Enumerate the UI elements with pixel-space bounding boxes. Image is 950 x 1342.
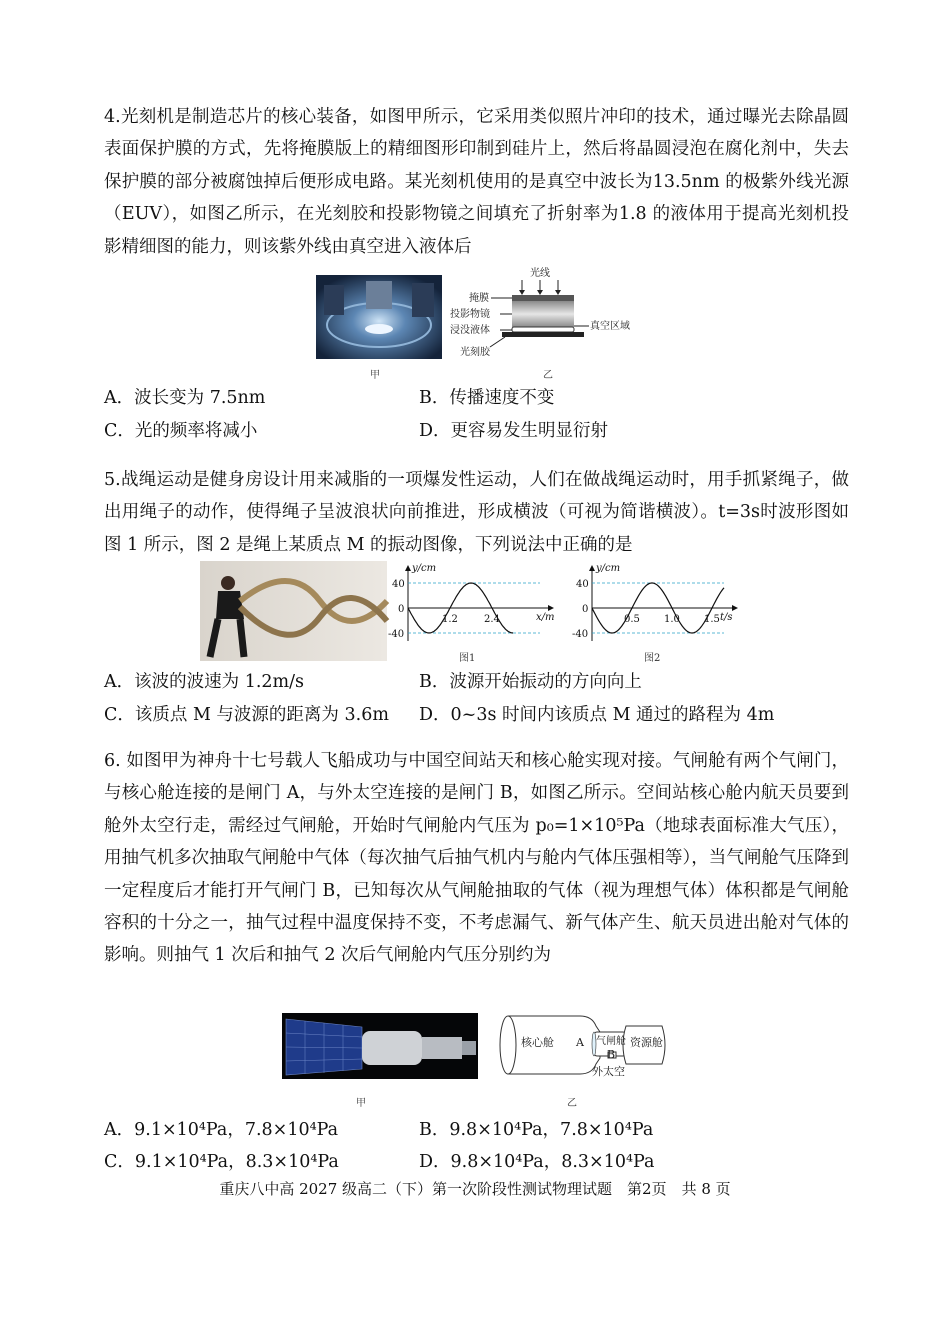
q4-option-b: B．传播速度不变 [419,388,555,408]
q5-battle-rope-photo [200,561,387,661]
fig2-y-label: y/cm [596,563,621,574]
fig1-x-arrow [548,605,554,611]
q5-option-a: A．该波的波速为 1.2m/s [104,672,305,692]
fig2-xtick-1: 1.0 [664,614,680,625]
fig2-xtick-0: 0.5 [624,614,640,625]
page-footer: 重庆八中高 2027 级高二（下）第一次阶段性测试物理试题 第2页 共 8 页 [219,1180,731,1198]
q6-airlock-diagram [496,1012,676,1080]
fig2-ytick-top: 40 [576,579,589,590]
q6-label-a: A [576,1036,584,1049]
q6-option-b: B．9.8×10⁴Pa，7.8×10⁴Pa [419,1120,654,1140]
q6-figure-b-caption: 乙 [567,1098,577,1109]
q6-option-a: A．9.1×10⁴Pa，7.8×10⁴Pa [104,1120,339,1140]
fig2-x-label: t/s [720,612,733,623]
q5-figure2-chart [570,560,760,660]
q5-option-d: D．0~3s 时间内该质点 M 通过的路程为 4m [419,705,775,725]
fig1-x-label: x/m [536,612,555,623]
fig2-ytick-bottom: -40 [572,629,589,640]
fig2-y-arrow [589,565,595,571]
q4-label-liquid: 浸没液体 [450,325,490,336]
q4-label-mask: 掩膜 [469,293,489,304]
fig2-xtick-2: 1.5 [704,614,720,625]
q6-option-d: D．9.8×10⁴Pa，8.3×10⁴Pa [419,1152,655,1172]
fig2-x-arrow [732,605,738,611]
q5-figure2-caption: 图2 [644,653,661,664]
q5-figure1-chart [390,560,560,660]
q4-label-vacuum: 真空区域 [590,321,630,332]
fig1-y-arrow [405,565,411,571]
q5-option-b: B．波源开始振动的方向向上 [419,672,642,692]
fig2-ytick-zero: 0 [582,604,589,615]
q5-stem: 5.战绳运动是健身房设计用来减脂的一项爆发性运动，人们在做战绳运动时，用手抓紧绳子，做出用绳子的动作，使得绳子呈波浪状向前推进，形成横波（可视为简谐横波）。t=3s时波形图如图 1 所示，图 2 是绳上某质点 M 的振动图像，下列说法中正确的是 [104,470,849,555]
fig1-ytick-zero: 0 [398,604,405,615]
q4-label-resist: 光刻胶 [460,347,490,358]
q5-option-c: C．该质点 M 与波源的距离为 3.6m [104,705,389,725]
q6-label-airlock: 气闸舱 [596,1036,626,1047]
q6-figure-a-caption: 甲 [356,1098,366,1109]
q6-label-b: B [607,1048,616,1061]
q4-option-c: C．光的频率将减小 [104,421,258,441]
q6-option-c: C．9.1×10⁴Pa，8.3×10⁴Pa [104,1152,339,1172]
q6-stem: 6. 如图甲为神舟十七号载人飞船成功与中国空间站天和核心舱实现对接。气闸舱有两个气闸门，与核心舱连接的是闸门 A，与外太空连接的是闸门 B，如图乙所示。空间站核心舱内航天员要到舱外太空行走，需经过气闸舱，开始时气闸舱内气压为 p₀=1×10⁵Pa（地球表面标准大气压），用抽气机多次抽取气闸舱中气体（每次抽气后抽气机内与舱内气体压强相等），当气闸舱气压降到一定程度后才能打开气闸门 B，已知每次从气闸舱抽取的气体（视为理想气体）体积都是气闸舱容积的十分之一，抽气过程中温度保持不变，不考虑漏气、新气体产生、航天员进出舱对气体的影响。则抽气 1 次后和抽气 2 次后气闸舱内气压分别约为 [104,751,849,966]
q4-label-light: 光线 [530,268,550,279]
q4-figure-a-caption: 甲 [370,370,380,381]
q4-label-lens: 投影物镜 [450,309,490,320]
q4-figure-b-diagram [450,265,650,365]
fig1-ytick-bottom: -40 [388,629,405,640]
fig1-xtick-0: 1.2 [442,614,458,625]
q6-label-core: 核心舱 [521,1036,554,1049]
q4-option-d: D．更容易发生明显衍射 [419,421,609,441]
q6-spacecraft-photo [282,1013,478,1079]
q6-label-space: 外太空 [592,1065,625,1078]
q5-figure1-caption: 图1 [459,653,476,664]
q4-stem: 4.光刻机是制造芯片的核心装备，如图甲所示，它采用类似照片冲印的技术，通过曝光去除晶圆表面保护膜的方式，先将掩膜版上的精细图形印制到硅片上，然后将晶圆浸泡在腐化剂中，失去保护膜的部分被腐蚀掉后便形成电路。某光刻机使用的是真空中波长为13.5nm 的极紫外线光源（EUV），如图乙所示，在光刻胶和投影物镜之间填充了折射率为1.8 的液体用于提高光刻机投影精细图的能力，则该紫外线由真空进入液体后 [104,107,849,257]
fig1-ytick-top: 40 [392,579,405,590]
q4-figure-b-caption: 乙 [543,370,553,381]
q4-figure-a-photo [316,275,442,359]
fig1-xtick-1: 2.4 [484,614,500,625]
q6-label-resource: 资源舱 [630,1036,663,1049]
fig1-y-label: y/cm [412,563,437,574]
q4-option-a: A．波长变为 7.5nm [104,388,266,408]
